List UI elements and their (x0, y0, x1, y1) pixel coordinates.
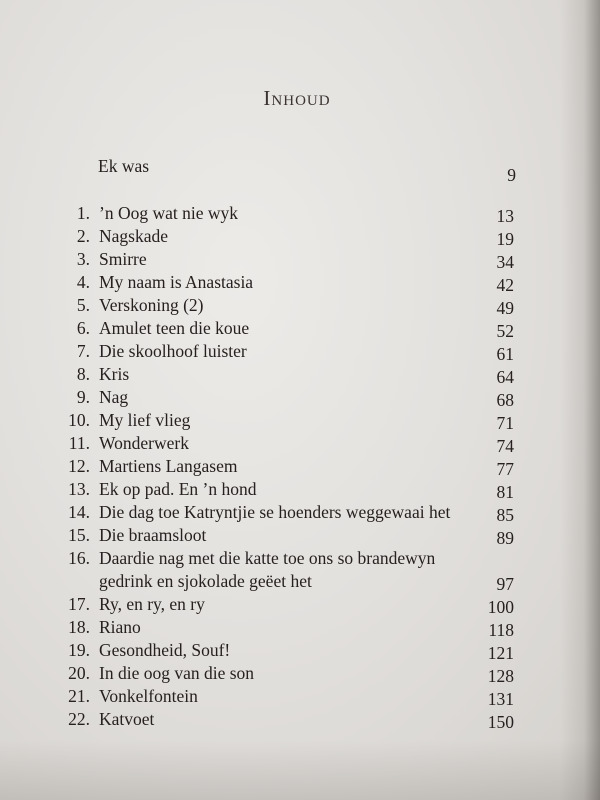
toc-entry-title: Nagskade (99, 226, 169, 246)
toc-entry-number: 8. (76, 364, 90, 384)
toc-entry-title: Die skoolhoof luister (99, 341, 247, 361)
toc-intro-page: 9 (507, 165, 516, 185)
toc-entry-number: 9. (76, 387, 90, 407)
toc-entry-page: 64 (496, 367, 514, 387)
toc-entry-page: 150 (487, 712, 514, 732)
toc-entry-page: 121 (487, 643, 514, 663)
toc-entry-number: 4. (76, 272, 90, 292)
toc-entry-number: 11. (68, 433, 90, 453)
toc-entry-title: My lief vlieg (99, 410, 191, 430)
toc-entry-number: 3. (76, 249, 90, 269)
toc-entry-title: Amulet teen die koue (99, 318, 250, 338)
toc-entry-page: 100 (487, 597, 514, 617)
toc-entry-page: 19 (496, 229, 514, 249)
toc-entry-title: Die braamsloot (99, 525, 207, 545)
toc-entry (0, 639, 600, 662)
toc-entry-page: 74 (496, 436, 514, 456)
toc-entry-page: 131 (487, 689, 514, 709)
toc-entry-number: 15. (68, 525, 90, 545)
toc-entry-number: 14. (68, 502, 90, 522)
toc-entry (0, 225, 600, 248)
toc-intro-title: Ek was (98, 156, 150, 176)
toc-entry-number: 1. (76, 203, 90, 223)
toc-entry-page: 85 (496, 505, 514, 525)
toc-entry-title: ’n Oog wat nie wyk (99, 203, 239, 223)
table-of-contents (0, 202, 600, 731)
toc-entry-number: 13. (68, 479, 90, 499)
toc-entry (0, 271, 600, 294)
toc-entry-title: Kris (99, 364, 130, 384)
toc-entry-number: 2. (76, 226, 90, 246)
toc-entry-title: Martiens Langasem (99, 456, 238, 476)
toc-entry (0, 386, 600, 409)
toc-entry (0, 202, 600, 225)
toc-entry-page: 89 (496, 528, 514, 548)
toc-entry-page: 81 (496, 482, 514, 502)
page-bottom-shadow (0, 740, 600, 800)
toc-entry-page: 71 (496, 413, 514, 433)
toc-entry-title: My naam is Anastasia (99, 272, 254, 292)
toc-entry-number: 18. (68, 617, 90, 637)
toc-entry (0, 708, 600, 731)
toc-entry (0, 593, 600, 616)
toc-entry-page: 34 (496, 252, 514, 272)
page-title: Inhoud (263, 86, 331, 110)
toc-entry-number: 10. (68, 410, 90, 430)
toc-entry-number: 7. (76, 341, 90, 361)
toc-entry (0, 662, 600, 685)
toc-entry-number: 5. (76, 295, 90, 315)
toc-entry-title: Riano (99, 617, 141, 637)
toc-entry-page: 13 (496, 206, 514, 226)
toc-entry-title: Vonkelfontein (99, 686, 198, 706)
toc-entry (0, 455, 600, 478)
toc-entry (0, 317, 600, 340)
toc-entry-title: Wonderwerk (99, 433, 189, 453)
toc-entry-title: Katvoet (99, 709, 155, 729)
toc-entry-number: 21. (68, 686, 90, 706)
toc-entry-title: Smirre (99, 249, 147, 269)
toc-entry (0, 248, 600, 271)
toc-entry (0, 409, 600, 432)
toc-entry (0, 616, 600, 639)
toc-entry-page: 42 (496, 275, 514, 295)
toc-entry-title: Ry, en ry, en ry (99, 594, 205, 614)
toc-entry-title: Verskoning (2) (99, 295, 204, 315)
toc-entry-page: 49 (496, 298, 514, 318)
toc-entry-title: Gesondheid, Souf! (99, 640, 231, 660)
toc-entry-page: 61 (496, 344, 514, 364)
toc-entry-page: 118 (488, 620, 514, 640)
toc-entry-number: 17. (68, 594, 90, 614)
toc-entry (0, 685, 600, 708)
toc-entry (0, 340, 600, 363)
toc-entry-number: 16. (68, 548, 90, 568)
toc-entry-page: 128 (487, 666, 514, 686)
toc-entry-title: In die oog van die son (99, 663, 255, 683)
toc-intro-row (0, 156, 600, 184)
toc-entry-title: Die dag toe Katryntjie se hoenders weggewaai het (99, 502, 451, 522)
toc-entry (0, 432, 600, 455)
toc-entry-page: 52 (496, 321, 514, 341)
toc-entry (0, 363, 600, 386)
toc-entry (0, 524, 600, 547)
toc-entry-title: Nag (99, 387, 129, 407)
toc-entry-number: 19. (68, 640, 90, 660)
toc-entry-number: 6. (76, 318, 90, 338)
toc-entry-number: 20. (68, 663, 90, 683)
toc-entry-number: 22. (68, 709, 90, 729)
toc-entry-title: Ek op pad. En ’n hond (99, 479, 257, 499)
toc-entry-title: Daardie nag met die katte toe ons so brandewyn gedrink en sjokolade geëet het (99, 548, 436, 591)
toc-entry (0, 478, 600, 501)
toc-entry-number: 12. (68, 456, 90, 476)
toc-entry-page: 97 (496, 574, 514, 594)
toc-entry (0, 294, 600, 317)
toc-entry (0, 501, 600, 524)
toc-entry-page: 77 (496, 459, 514, 479)
toc-entry (0, 547, 600, 593)
toc-entry-page: 68 (496, 390, 514, 410)
